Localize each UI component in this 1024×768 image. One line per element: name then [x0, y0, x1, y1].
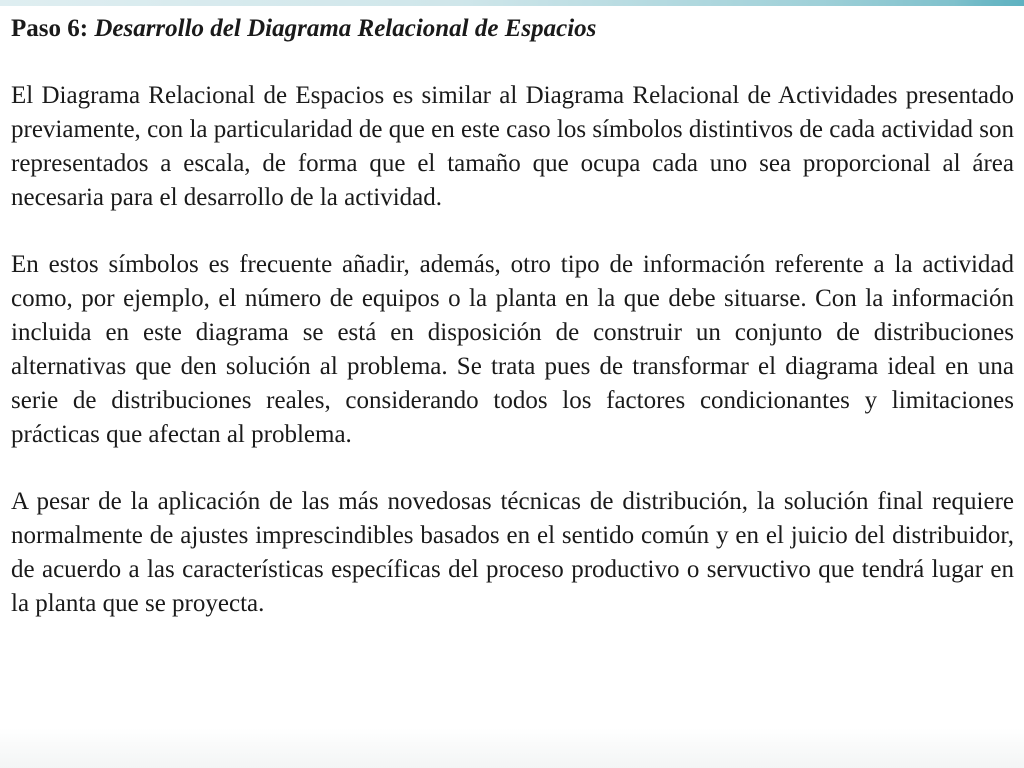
- paragraph-2: En estos símbolos es frecuente añadir, además, otro tipo de información referente a la actividad como, por ejemplo, el número de equipos o la planta en la que debe situarse. Con la información incluida en este diagrama se está en disposición de construir un conjunto de distribuciones alternativas que den solución al problema. Se trata pues de transformar el diagrama ideal en una serie de distribuciones reales, considerando todos los factores condicionantes y limitaciones prácticas que afectan al problema.: [11, 251, 1014, 448]
- heading-subject: Desarrollo del Diagrama Relacional de Espacios: [94, 15, 597, 42]
- heading-prefix: Paso 6:: [11, 15, 89, 42]
- top-band-accent: [954, 0, 1024, 6]
- top-decorative-band: [0, 0, 1024, 6]
- bottom-decorative-fade: [0, 728, 1024, 768]
- slide-content: [11, 12, 1014, 654]
- paragraph-3: A pesar de la aplicación de las más novedosas técnicas de distribución, la solución final requiere normalmente de ajustes imprescindibles basados en el sentido común y en el juicio del distribuidor, de acuerdo a las características específicas del proceso productivo o servuctivo que tendrá lugar en la planta que se proyecta.: [11, 488, 1014, 617]
- paragraph-1: El Diagrama Relacional de Espacios es similar al Diagrama Relacional de Actividades presentado previamente, con la particularidad de que en este caso los símbolos distintivos de cada actividad son representados a escala, de forma que el tamaño que ocupa cada uno sea proporcional al área necesaria para el desarrollo de la actividad.: [11, 82, 1014, 211]
- slide-heading: [11, 12, 1014, 46]
